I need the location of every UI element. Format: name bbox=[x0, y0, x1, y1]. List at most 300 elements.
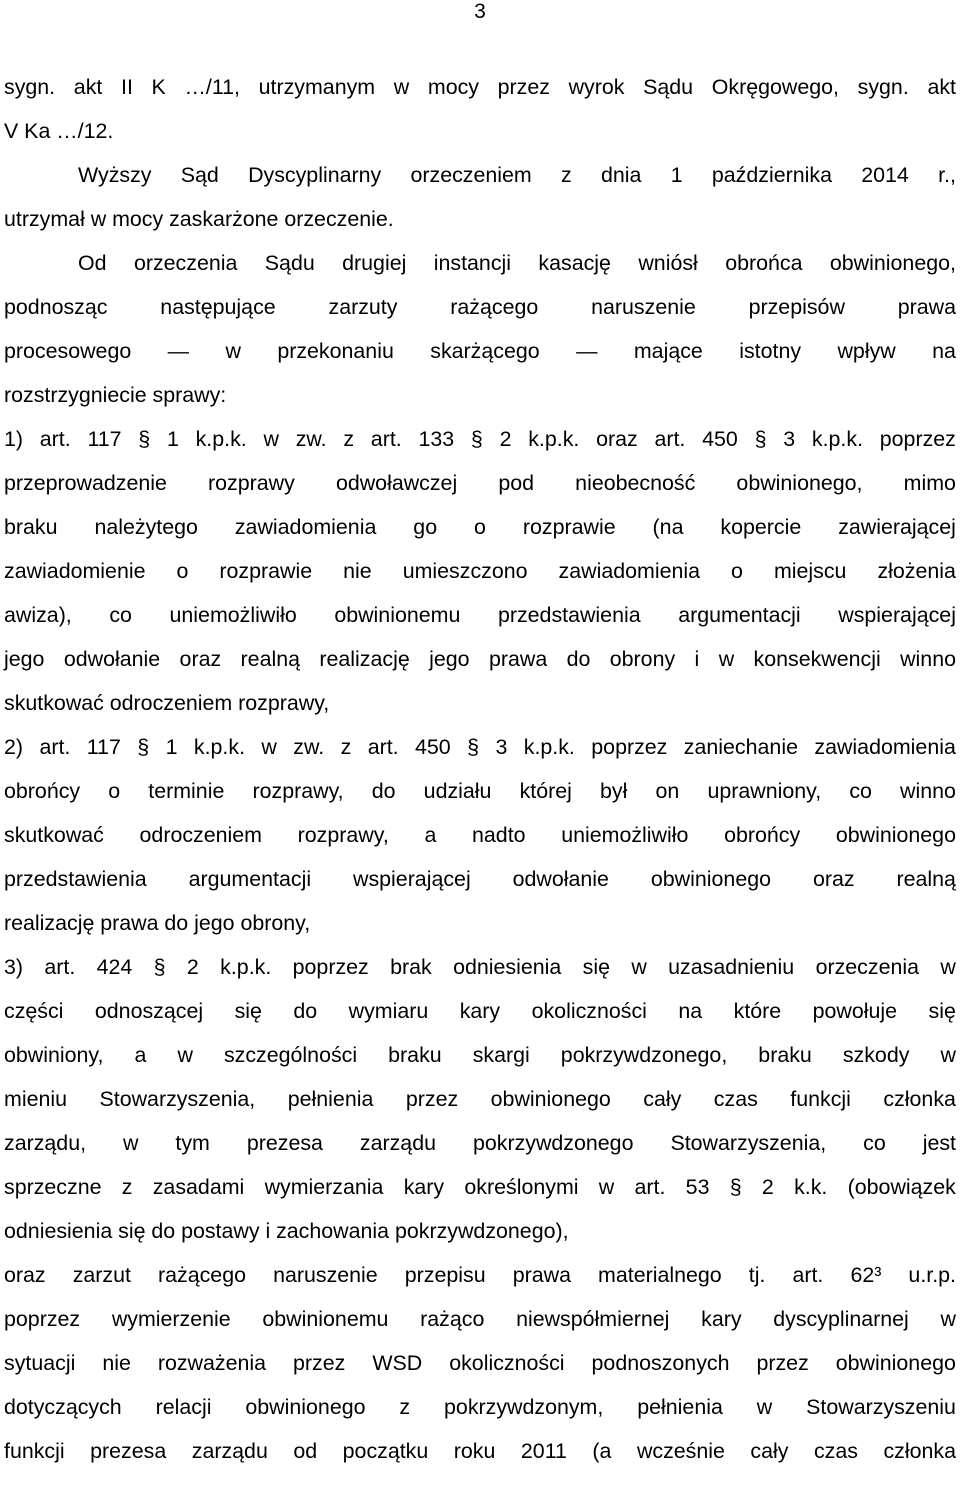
word: odroczeniem bbox=[109, 691, 233, 715]
word: go bbox=[413, 515, 438, 539]
word: okoliczności bbox=[449, 1351, 565, 1375]
word: rozważenia bbox=[157, 1351, 267, 1375]
word: odniesienia bbox=[453, 955, 562, 979]
word: co bbox=[849, 779, 872, 803]
word: poprzez bbox=[292, 955, 369, 979]
word: w bbox=[598, 1175, 615, 1199]
word: wymierzenie bbox=[111, 1307, 231, 1331]
word: (obowiązek bbox=[847, 1175, 956, 1199]
word: pokrzywdzonym, bbox=[444, 1395, 604, 1419]
word: wpływ bbox=[837, 339, 896, 363]
word: oraz bbox=[179, 647, 222, 671]
word: Ka bbox=[24, 119, 51, 143]
word: 2 bbox=[499, 427, 512, 451]
word: mieniu bbox=[4, 1087, 68, 1111]
text-line bbox=[4, 732, 956, 776]
word: szkody bbox=[842, 1043, 910, 1067]
word: zarzut bbox=[72, 1263, 131, 1287]
text-line bbox=[4, 1304, 956, 1348]
word: oraz bbox=[4, 1263, 46, 1287]
word: pokrzywdzonego), bbox=[394, 1219, 569, 1243]
word: obwiniony, bbox=[4, 1043, 104, 1067]
word: prezesa bbox=[90, 1439, 167, 1463]
text-line bbox=[4, 116, 956, 160]
word: o bbox=[176, 559, 189, 583]
word: rozprawie bbox=[522, 515, 616, 539]
word: (a bbox=[592, 1439, 612, 1463]
word: art. bbox=[44, 955, 76, 979]
text-line bbox=[4, 776, 956, 820]
word: w bbox=[225, 339, 241, 363]
word: prawa bbox=[512, 1263, 571, 1287]
word: uniemożliwiło bbox=[169, 603, 297, 627]
word: do bbox=[371, 779, 396, 803]
word: zawierającej bbox=[838, 515, 956, 539]
word: relacji bbox=[155, 1395, 212, 1419]
word: odwołanie bbox=[512, 867, 609, 891]
word: postawy bbox=[181, 1219, 260, 1243]
word: Stowarzyszenia, bbox=[99, 1087, 256, 1111]
word: Sąd bbox=[180, 163, 219, 187]
word: dotyczących bbox=[4, 1395, 122, 1419]
word: 2 bbox=[186, 955, 199, 979]
word: obwinionego bbox=[490, 1087, 611, 1111]
word: dnia bbox=[600, 163, 642, 187]
word: kopercie bbox=[720, 515, 802, 539]
word: sytuacji bbox=[4, 1351, 76, 1375]
word: obwinionego bbox=[245, 1395, 366, 1419]
word: konsekwencji bbox=[753, 647, 881, 671]
word: złożenia bbox=[877, 559, 956, 583]
word: orzeczenia bbox=[815, 955, 920, 979]
word: Dyscyplinarny bbox=[248, 163, 382, 187]
word: obrońca bbox=[725, 251, 803, 275]
word: skargi bbox=[472, 1043, 530, 1067]
word: art. bbox=[39, 427, 71, 451]
word: 1 bbox=[165, 735, 178, 759]
word: a bbox=[134, 1043, 147, 1067]
word: terminie bbox=[148, 779, 225, 803]
word: przez bbox=[497, 75, 550, 99]
word: rażąco bbox=[420, 1307, 485, 1331]
word: udziału bbox=[423, 779, 492, 803]
word: utrzymał bbox=[4, 207, 85, 231]
word: obwinionemu bbox=[262, 1307, 389, 1331]
word: szczególności bbox=[223, 1043, 358, 1067]
word: jego bbox=[194, 911, 235, 935]
word: — bbox=[167, 339, 190, 363]
word: zw. bbox=[295, 427, 327, 451]
word: prawa bbox=[488, 647, 548, 671]
text-line bbox=[4, 688, 956, 732]
word: określonymi bbox=[464, 1175, 579, 1199]
word: jego bbox=[429, 647, 470, 671]
word: skutkować bbox=[4, 823, 104, 847]
word: do bbox=[164, 911, 189, 935]
word: następujące bbox=[160, 295, 276, 319]
word: 3 bbox=[495, 735, 508, 759]
word: art. bbox=[367, 735, 399, 759]
word: realną bbox=[240, 647, 301, 671]
word: § bbox=[137, 735, 150, 759]
word: prawa bbox=[100, 911, 159, 935]
word: z bbox=[343, 427, 355, 451]
word: rozstrzygniecie bbox=[4, 383, 147, 407]
word: cały bbox=[750, 1439, 789, 1463]
word: art. bbox=[370, 427, 402, 451]
word: wyrok bbox=[568, 75, 625, 99]
word: mające bbox=[633, 339, 703, 363]
word: tj. bbox=[748, 1263, 766, 1287]
word: przez bbox=[293, 1351, 346, 1375]
word: prawa bbox=[897, 295, 956, 319]
word: argumentacji bbox=[188, 867, 312, 891]
word: które bbox=[733, 999, 782, 1023]
word: 2 bbox=[761, 1175, 774, 1199]
text-line bbox=[4, 204, 956, 248]
word: poprzez bbox=[879, 427, 956, 451]
word: k.p.k. bbox=[811, 427, 864, 451]
word: § bbox=[729, 1175, 742, 1199]
word: pokrzywdzonego, bbox=[560, 1043, 728, 1067]
text-line bbox=[4, 1128, 956, 1172]
word: niewspółmiernej bbox=[516, 1307, 670, 1331]
word: awiza), bbox=[4, 603, 72, 627]
word: 62³ bbox=[850, 1263, 882, 1287]
word: 450 bbox=[702, 427, 738, 451]
word: do bbox=[566, 647, 591, 671]
word: 2) bbox=[4, 735, 24, 759]
word: skutkować bbox=[4, 691, 104, 715]
word: k.p.k. bbox=[195, 427, 247, 451]
word: realizację bbox=[4, 911, 95, 935]
word: miejscu bbox=[773, 559, 847, 583]
word: powołuje bbox=[812, 999, 898, 1023]
word: rozprawy, bbox=[252, 779, 344, 803]
word: przeprowadzenie bbox=[4, 471, 167, 495]
word: materialnego bbox=[598, 1263, 722, 1287]
word: § bbox=[470, 427, 483, 451]
word: w bbox=[261, 735, 277, 759]
word: 2011 bbox=[520, 1439, 567, 1463]
word: odroczeniem bbox=[139, 823, 262, 847]
word: obwinionego bbox=[835, 1351, 956, 1375]
word: § bbox=[754, 427, 767, 451]
word: obrony bbox=[609, 647, 676, 671]
word: uprawniony, bbox=[707, 779, 822, 803]
word: i bbox=[265, 1219, 271, 1243]
text-line bbox=[4, 424, 956, 468]
text-line bbox=[4, 820, 956, 864]
text-line bbox=[4, 336, 956, 380]
text-line bbox=[4, 72, 956, 116]
word: zw. bbox=[293, 735, 325, 759]
word: drugiej bbox=[342, 251, 407, 275]
word: 117 bbox=[86, 735, 121, 759]
word: w bbox=[90, 207, 107, 231]
text-line bbox=[4, 380, 956, 424]
word: u.r.p. bbox=[908, 1263, 956, 1287]
word: utrzymanym bbox=[258, 75, 376, 99]
word: pokrzywdzonego bbox=[472, 1131, 634, 1155]
word: § bbox=[138, 427, 151, 451]
word: był bbox=[600, 779, 628, 803]
text-line bbox=[4, 644, 956, 688]
word: początku bbox=[342, 1439, 429, 1463]
text-line bbox=[4, 512, 956, 556]
word: braku bbox=[388, 1043, 442, 1067]
word: Wyższy bbox=[78, 163, 152, 187]
word: uniemożliwiło bbox=[561, 823, 689, 847]
word: zaskarżone bbox=[169, 207, 279, 231]
word: braku bbox=[4, 515, 58, 539]
word: czas bbox=[813, 1439, 858, 1463]
word: zawiadomienia bbox=[558, 559, 701, 583]
word: umieszczono bbox=[402, 559, 528, 583]
word: rozprawy, bbox=[297, 823, 389, 847]
word: akt bbox=[927, 75, 956, 99]
word: sygn. bbox=[4, 75, 56, 99]
word: pełnienia bbox=[287, 1087, 374, 1111]
word: Sądu bbox=[264, 251, 315, 275]
text-line bbox=[4, 1392, 956, 1436]
word: sygn. bbox=[857, 75, 909, 99]
word: 424 bbox=[96, 955, 133, 979]
word: akt bbox=[73, 75, 103, 99]
word: z bbox=[340, 735, 352, 759]
word: której bbox=[519, 779, 572, 803]
word: obwinionego bbox=[835, 823, 956, 847]
word: dyscyplinarnej bbox=[773, 1307, 909, 1331]
word: o bbox=[731, 559, 743, 583]
word: zarządu bbox=[191, 1439, 268, 1463]
text-line bbox=[4, 864, 956, 908]
word: rozprawie bbox=[219, 559, 313, 583]
word: wymierzania bbox=[264, 1175, 384, 1199]
word: wspierającej bbox=[353, 867, 471, 891]
word: oraz bbox=[812, 867, 855, 891]
word: skarżącego bbox=[430, 339, 540, 363]
word: 1) bbox=[4, 427, 24, 451]
word: oraz bbox=[596, 427, 638, 451]
word: braku bbox=[758, 1043, 812, 1067]
word: zachowania bbox=[276, 1219, 390, 1243]
text-line bbox=[4, 996, 956, 1040]
word: zarzuty bbox=[328, 295, 398, 319]
word: wspierającej bbox=[838, 603, 956, 627]
word: podnoszonych bbox=[591, 1351, 730, 1375]
word: Stowarzyszeniu bbox=[806, 1395, 956, 1419]
word: roku bbox=[453, 1439, 496, 1463]
word: odnoszącej bbox=[94, 999, 204, 1023]
word: odwoławczej bbox=[335, 471, 458, 495]
word: sprzeczne bbox=[4, 1175, 102, 1199]
word: kasację bbox=[538, 251, 611, 275]
text-line bbox=[4, 292, 956, 336]
word: r., bbox=[938, 163, 956, 187]
word: z bbox=[561, 163, 572, 187]
word: Sądu bbox=[643, 75, 694, 99]
word: się bbox=[928, 999, 956, 1023]
word: 3) bbox=[4, 955, 24, 979]
text-line bbox=[4, 1172, 956, 1216]
word: do bbox=[151, 1219, 176, 1243]
word: wcześnie bbox=[636, 1439, 725, 1463]
word: istotny bbox=[739, 339, 802, 363]
word: WSD bbox=[372, 1351, 423, 1375]
word: przepisów bbox=[748, 295, 845, 319]
word: rozprawy, bbox=[238, 691, 330, 715]
word: — bbox=[576, 339, 598, 363]
word: sprawy: bbox=[152, 383, 227, 407]
word: podnosząc bbox=[4, 295, 108, 319]
word: 117 bbox=[87, 427, 122, 451]
word: …/11, bbox=[184, 75, 240, 99]
text-line bbox=[4, 248, 956, 292]
word: się bbox=[582, 955, 610, 979]
word: 450 bbox=[415, 735, 451, 759]
word: naruszenie bbox=[273, 1263, 378, 1287]
word: mocy bbox=[427, 75, 479, 99]
word: nadto bbox=[472, 823, 526, 847]
word: z bbox=[399, 1395, 411, 1419]
word: w bbox=[631, 955, 647, 979]
word: funkcji bbox=[4, 1439, 65, 1463]
word: obrońcy bbox=[4, 779, 81, 803]
word: w bbox=[940, 955, 956, 979]
word: realizację bbox=[319, 647, 410, 671]
word: V bbox=[4, 119, 19, 143]
word: nieobecność bbox=[575, 471, 696, 495]
word: w bbox=[393, 75, 410, 99]
word: Od bbox=[78, 251, 107, 275]
text-line bbox=[4, 1436, 956, 1480]
word: jest bbox=[922, 1131, 956, 1155]
word: obrońcy bbox=[724, 823, 801, 847]
word: przekonaniu bbox=[277, 339, 394, 363]
word: 2014 bbox=[861, 163, 909, 187]
text-line bbox=[4, 1084, 956, 1128]
word: i bbox=[694, 647, 700, 671]
text-line bbox=[4, 908, 956, 952]
text-line bbox=[4, 1216, 956, 1260]
word: uzasadnieniu bbox=[668, 955, 795, 979]
word: zaniechanie bbox=[683, 735, 798, 759]
word: § bbox=[153, 955, 166, 979]
text-line bbox=[4, 1348, 956, 1392]
word: rażącego bbox=[450, 295, 539, 319]
word: mocy bbox=[112, 207, 164, 231]
word: okoliczności bbox=[531, 999, 647, 1023]
word: do bbox=[293, 999, 318, 1023]
word: rażącego bbox=[158, 1263, 246, 1287]
word: argumentacji bbox=[678, 603, 801, 627]
word: w bbox=[177, 1043, 193, 1067]
word: z bbox=[121, 1175, 133, 1199]
word: pełnienia bbox=[637, 1395, 723, 1419]
word: w bbox=[123, 1131, 139, 1155]
word: funkcji bbox=[790, 1087, 851, 1111]
word: mimo bbox=[903, 471, 956, 495]
word: zarządu bbox=[359, 1131, 436, 1155]
word: on bbox=[655, 779, 680, 803]
text-line bbox=[4, 1260, 956, 1304]
word: jego bbox=[4, 647, 45, 671]
word: kary bbox=[403, 1175, 445, 1199]
word: poprzez bbox=[4, 1307, 81, 1331]
word: nie bbox=[343, 559, 372, 583]
word: obrony, bbox=[240, 911, 311, 935]
word: na bbox=[678, 999, 703, 1023]
word: części bbox=[4, 999, 64, 1023]
word: zawiadomienia bbox=[234, 515, 377, 539]
word: zasadami bbox=[152, 1175, 245, 1199]
word: k.k. bbox=[794, 1175, 828, 1199]
word: się bbox=[234, 999, 262, 1023]
word: brak bbox=[390, 955, 432, 979]
word: orzeczenia bbox=[133, 251, 238, 275]
text-line bbox=[4, 600, 956, 644]
word: a bbox=[424, 823, 437, 847]
word: § bbox=[467, 735, 480, 759]
word: II bbox=[121, 75, 133, 99]
word: 3 bbox=[783, 427, 796, 451]
word: obwinionego, bbox=[829, 251, 956, 275]
word: przez bbox=[756, 1351, 809, 1375]
text-line bbox=[4, 1040, 956, 1084]
word: odwołanie bbox=[63, 647, 161, 671]
document-body bbox=[4, 72, 956, 1480]
word: k.p.k. bbox=[528, 427, 580, 451]
word: 53 bbox=[685, 1175, 710, 1199]
word: w bbox=[718, 647, 735, 671]
word: zarządu, bbox=[4, 1131, 87, 1155]
word: art. bbox=[39, 735, 71, 759]
word: przepisu bbox=[404, 1263, 486, 1287]
text-line bbox=[4, 952, 956, 996]
word: orzeczeniem bbox=[410, 163, 532, 187]
word: w bbox=[940, 1043, 956, 1067]
word: k.p.k. bbox=[220, 955, 272, 979]
word: odniesienia bbox=[4, 1219, 113, 1243]
word: kary bbox=[459, 999, 501, 1023]
word: od bbox=[293, 1439, 318, 1463]
word: zawiadomienie bbox=[4, 559, 146, 583]
word: przedstawienia bbox=[497, 603, 641, 627]
text-line bbox=[4, 160, 956, 204]
word: obwinionego, bbox=[736, 471, 863, 495]
word: 1 bbox=[166, 427, 179, 451]
word: instancji bbox=[433, 251, 512, 275]
word: k.p.k. bbox=[523, 735, 575, 759]
word: przez bbox=[405, 1087, 459, 1111]
word: przedstawienia bbox=[4, 867, 147, 891]
word: Stowarzyszenia, bbox=[670, 1131, 827, 1155]
word: pod bbox=[498, 471, 535, 495]
word: obwinionego bbox=[650, 867, 772, 891]
word: członka bbox=[883, 1439, 956, 1463]
word: się bbox=[118, 1219, 146, 1243]
word: należytego bbox=[94, 515, 198, 539]
word: o bbox=[474, 515, 486, 539]
word: nie bbox=[102, 1351, 131, 1375]
word: naruszenie bbox=[591, 295, 696, 319]
word: K bbox=[151, 75, 166, 99]
page-number: 3 bbox=[474, 0, 486, 23]
word: 133 bbox=[418, 427, 455, 451]
text-line bbox=[4, 468, 956, 512]
word: w bbox=[263, 427, 279, 451]
